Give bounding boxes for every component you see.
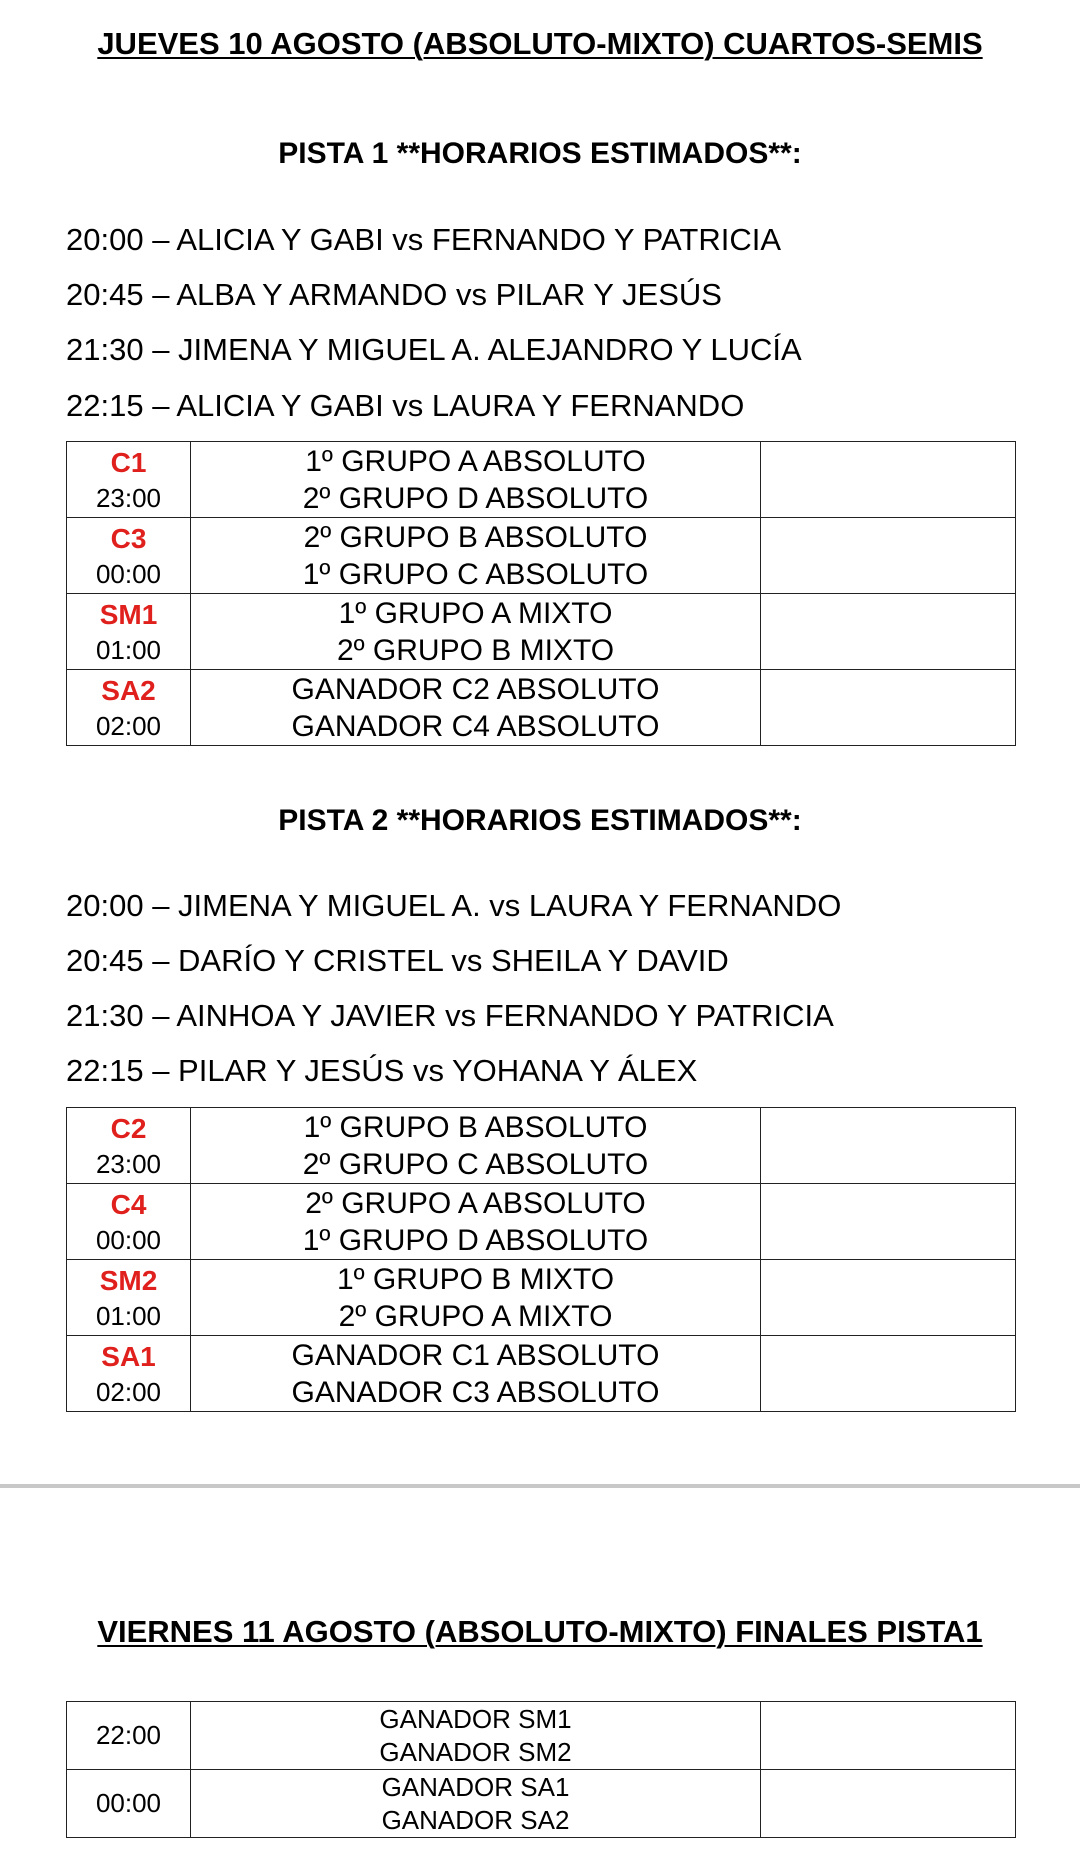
- match-code-cell: [67, 1108, 191, 1184]
- team-2: 2º GRUPO D ABSOLUTO: [302, 481, 649, 515]
- pista1-match: 20:00 – ALICIA Y GABI vs FERNANDO Y PATRICIA: [66, 222, 782, 257]
- pista2-match: 20:00 – JIMENA Y MIGUEL A. vs LAURA Y FERNANDO: [66, 888, 842, 923]
- bracket-row: [67, 1336, 1016, 1412]
- team-1: 1º GRUPO B MIXTO: [336, 1262, 615, 1296]
- bracket-row: [67, 670, 1016, 746]
- team-1: 1º GRUPO A ABSOLUTO: [305, 444, 646, 478]
- teams-cell: [191, 670, 761, 746]
- team-1: 1º GRUPO B ABSOLUTO: [303, 1110, 648, 1144]
- teams-cell: [191, 518, 761, 594]
- pista2-match: 20:45 – DARÍO Y CRISTEL vs SHEILA Y DAVID: [66, 943, 729, 978]
- finals-row: [67, 1770, 1016, 1838]
- bracket-row: [67, 1108, 1016, 1184]
- pista1-match: 21:30 – JIMENA Y MIGUEL A. ALEJANDRO Y LUCÍA: [66, 332, 802, 367]
- pista2-match: 22:15 – PILAR Y JESÚS vs YOHANA Y ÁLEX: [66, 1053, 698, 1088]
- teams-cell: [191, 1260, 761, 1336]
- pista1-title: PISTA 1 **HORARIOS ESTIMADOS**:: [278, 137, 802, 170]
- pista1-bracket-table: [66, 441, 1016, 746]
- match-code: SM1: [99, 598, 158, 630]
- team-2: 2º GRUPO C ABSOLUTO: [302, 1147, 649, 1181]
- result-cell: [761, 1260, 1016, 1336]
- finals-row: [67, 1702, 1016, 1770]
- match-code: C3: [110, 522, 147, 554]
- pista2-match: 21:30 – AINHOA Y JAVIER vs FERNANDO Y PATRICIA: [66, 998, 834, 1033]
- match-code: C4: [110, 1188, 147, 1220]
- team-2: GANADOR SM2: [379, 1736, 572, 1767]
- final-time: 00:00: [95, 1788, 162, 1818]
- match-code-cell: [67, 594, 191, 670]
- bracket-row: [67, 1260, 1016, 1336]
- match-code-cell: [67, 1184, 191, 1260]
- team-2: GANADOR SA2: [381, 1804, 570, 1835]
- match-time: 01:00: [95, 1300, 162, 1331]
- final-time-cell: [67, 1770, 191, 1838]
- team-1: GANADOR C1 ABSOLUTO: [291, 1338, 660, 1372]
- teams-cell: [191, 594, 761, 670]
- team-2: GANADOR C4 ABSOLUTO: [291, 709, 660, 743]
- teams-cell: [191, 1770, 761, 1838]
- team-1: GANADOR SA1: [381, 1771, 570, 1802]
- result-cell: [761, 1770, 1016, 1838]
- result-cell: [761, 1702, 1016, 1770]
- team-2: GANADOR C3 ABSOLUTO: [291, 1375, 660, 1409]
- result-cell: [761, 518, 1016, 594]
- result-cell: [761, 442, 1016, 518]
- team-1: 1º GRUPO A MIXTO: [338, 596, 613, 630]
- team-2: 2º GRUPO A MIXTO: [338, 1299, 613, 1333]
- team-1: GANADOR SM1: [379, 1703, 572, 1734]
- day1-title: JUEVES 10 AGOSTO (ABSOLUTO-MIXTO) CUARTOS-SEMIS: [97, 26, 983, 61]
- pista1-match: 22:15 – ALICIA Y GABI vs LAURA Y FERNANDO: [66, 388, 745, 423]
- match-code-cell: [67, 670, 191, 746]
- match-code-cell: [67, 1260, 191, 1336]
- result-cell: [761, 594, 1016, 670]
- result-cell: [761, 1336, 1016, 1412]
- pista2-title: PISTA 2 **HORARIOS ESTIMADOS**:: [278, 804, 802, 837]
- bracket-row: [67, 518, 1016, 594]
- match-time: 02:00: [95, 1376, 162, 1407]
- teams-cell: [191, 442, 761, 518]
- match-code-cell: [67, 442, 191, 518]
- team-2: 2º GRUPO B MIXTO: [336, 633, 615, 667]
- bracket-row: [67, 594, 1016, 670]
- match-time: 23:00: [95, 482, 162, 513]
- teams-cell: [191, 1702, 761, 1770]
- match-code: SM2: [99, 1264, 158, 1296]
- result-cell: [761, 670, 1016, 746]
- pista2-bracket-table: [66, 1107, 1016, 1412]
- final-time: 22:00: [95, 1720, 162, 1750]
- team-2: 1º GRUPO D ABSOLUTO: [302, 1223, 649, 1257]
- team-2: 1º GRUPO C ABSOLUTO: [302, 557, 649, 591]
- day2-title: VIERNES 11 AGOSTO (ABSOLUTO-MIXTO) FINALES PISTA1: [97, 1614, 983, 1649]
- teams-cell: [191, 1108, 761, 1184]
- match-code: C2: [110, 1112, 147, 1144]
- match-time: 00:00: [95, 558, 162, 589]
- match-time: 01:00: [95, 634, 162, 665]
- match-time: 02:00: [95, 710, 162, 741]
- match-code-cell: [67, 518, 191, 594]
- bracket-row: [67, 442, 1016, 518]
- match-time: 23:00: [95, 1148, 162, 1179]
- match-code: SA1: [101, 1340, 156, 1372]
- team-1: 2º GRUPO B ABSOLUTO: [303, 520, 648, 554]
- match-code-cell: [67, 1336, 191, 1412]
- teams-cell: [191, 1184, 761, 1260]
- result-cell: [761, 1108, 1016, 1184]
- match-code: C1: [110, 446, 147, 478]
- teams-cell: [191, 1336, 761, 1412]
- final-time-cell: [67, 1702, 191, 1770]
- bracket-row: [67, 1184, 1016, 1260]
- finals-table: [66, 1701, 1016, 1838]
- page-divider: [0, 1484, 1080, 1488]
- team-1: GANADOR C2 ABSOLUTO: [291, 672, 660, 706]
- team-1: 2º GRUPO A ABSOLUTO: [305, 1186, 646, 1220]
- match-code: SA2: [101, 674, 156, 706]
- pista1-match: 20:45 – ALBA Y ARMANDO vs PILAR Y JESÚS: [66, 277, 722, 312]
- result-cell: [761, 1184, 1016, 1260]
- match-time: 00:00: [95, 1224, 162, 1255]
